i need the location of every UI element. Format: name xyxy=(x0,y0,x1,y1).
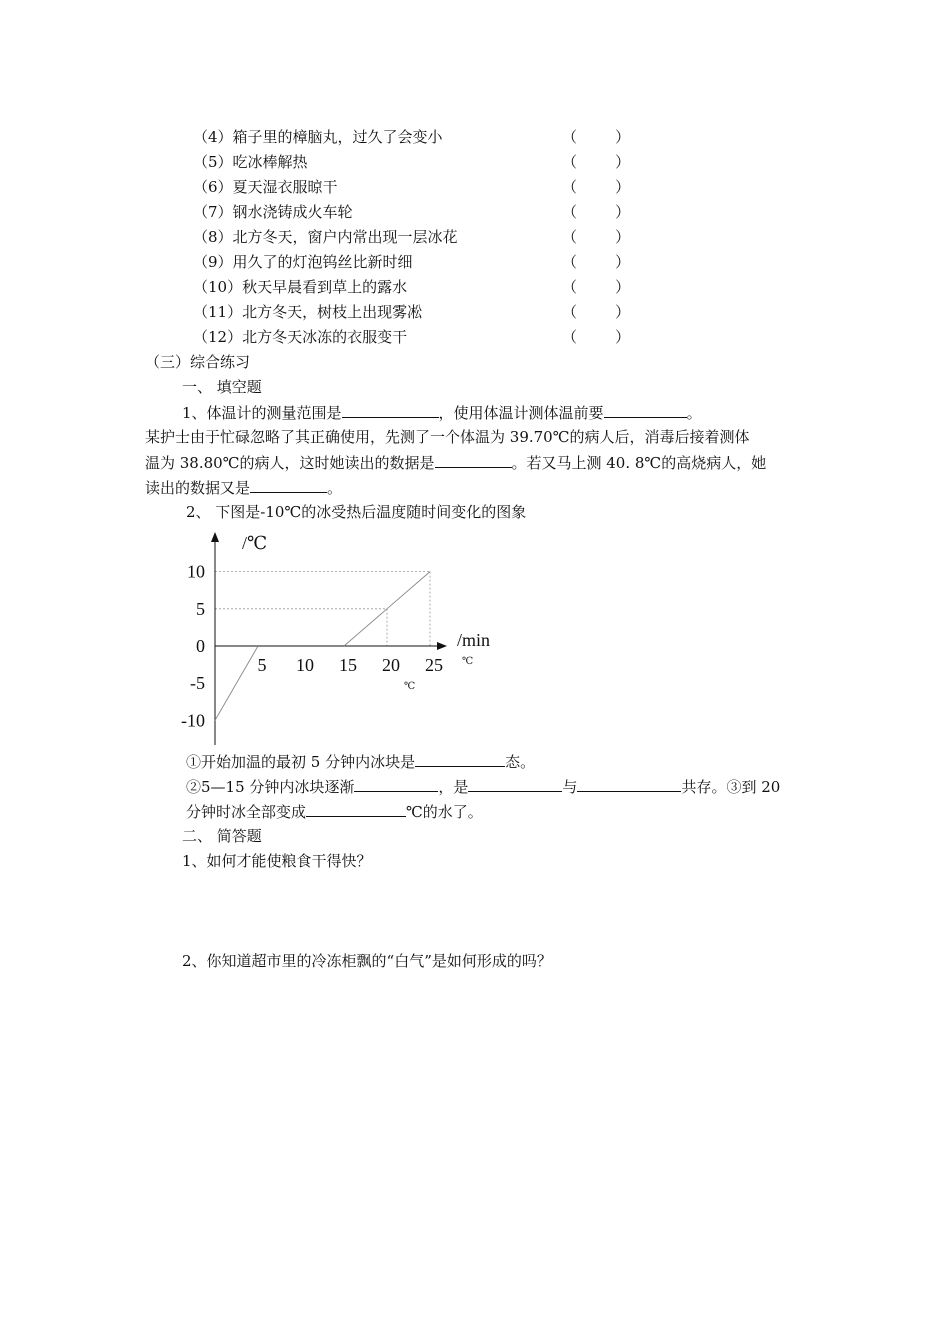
list-item: （11）北方冬天，树枝上出现雾凇 xyxy=(193,303,423,321)
question-1-text: 读出的数据又是 xyxy=(145,479,251,497)
question-1-text: 1、体温计的测量范围是 xyxy=(182,404,342,422)
answer-parentheses: （ ） xyxy=(562,253,631,271)
list-item: （4）箱子里的樟脑丸，过久了会变小 xyxy=(193,128,443,146)
x-tick-label: 20 xyxy=(382,655,400,675)
question-1-text: 。 xyxy=(327,479,343,497)
answer-parentheses: （ ） xyxy=(562,178,631,196)
question-2b-text: ②5—15 分钟内冰块逐渐 xyxy=(186,778,355,796)
question-1-text: 。若又马上测 40. 8℃的高烧病人，她 xyxy=(511,454,767,472)
question-2b-text: 共存。③到 20 xyxy=(681,778,781,796)
question-2c xyxy=(186,801,483,822)
answer-parentheses: （ ） xyxy=(562,328,631,346)
answer-blank[interactable] xyxy=(354,776,438,792)
question-2b-text: ，是 xyxy=(438,778,469,796)
question-2c-text: ℃的水了。 xyxy=(406,803,483,821)
x-axis-arrow-icon xyxy=(437,642,447,650)
y-axis-label: /℃ xyxy=(242,533,268,553)
y-axis-arrow-icon xyxy=(211,532,219,542)
question-1-text: ，使用体温计测体温前要 xyxy=(438,404,604,422)
short-question-2: 2、你知道超市里的冷冻柜飘的“白气”是如何形成的吗？ xyxy=(182,952,552,970)
x-axis-label: /min xyxy=(457,630,491,650)
answer-blank[interactable] xyxy=(435,452,512,468)
chart-guides xyxy=(215,572,430,646)
y-tick-label: 10 xyxy=(187,561,205,582)
question-2-intro: 2、 下图是-10℃的冰受热后温度随时间变化的图象 xyxy=(186,503,527,521)
question-2a xyxy=(186,751,535,772)
x-tick-labels xyxy=(258,655,444,675)
list-item: （7）钢水浇铸成火车轮 xyxy=(193,203,353,221)
short-question-1: 1、如何才能使粮食干得快？ xyxy=(182,852,372,870)
question-1-line-1 xyxy=(182,402,702,423)
answer-blank[interactable] xyxy=(604,402,687,418)
x-axis-unit-note: ℃ xyxy=(462,656,474,667)
answer-blank[interactable] xyxy=(577,776,681,792)
list-item: （10）秋天早晨看到草上的露水 xyxy=(193,278,408,296)
series-segment xyxy=(387,572,430,609)
series-segment xyxy=(215,646,258,720)
question-1-line-3 xyxy=(145,452,766,473)
question-2b-text: 与 xyxy=(562,778,578,796)
answer-blank[interactable] xyxy=(342,402,439,418)
question-2c-text: 分钟时冰全部变成 xyxy=(186,803,307,821)
section-title: （三）综合练习 xyxy=(145,353,251,371)
x-tick-label: 15 xyxy=(339,655,357,675)
y-tick-labels xyxy=(181,562,205,731)
question-1-line-4 xyxy=(145,477,342,498)
list-item: （9）用久了的灯泡钨丝比新时细 xyxy=(193,253,413,271)
answer-blank[interactable] xyxy=(306,801,406,817)
fill-in-heading: 一、 填空题 xyxy=(182,378,262,396)
answer-parentheses: （ ） xyxy=(562,203,631,221)
answer-parentheses: （ ） xyxy=(562,303,631,321)
x-tick-label: 10 xyxy=(296,655,314,675)
question-2b xyxy=(186,776,780,797)
answer-blank[interactable] xyxy=(250,477,327,493)
question-1-text: 温为 38.80℃的病人，这时她读出的数据是 xyxy=(145,454,435,472)
question-1-line-2: 某护士由于忙碌忽略了其正确使用，先测了一个体温为 39.70℃的病人后，消毒后接着测体 xyxy=(145,428,750,446)
y-tick-label: -10 xyxy=(181,710,205,731)
series-segment xyxy=(344,609,387,646)
list-item: （6）夏天湿衣服晾干 xyxy=(193,178,338,196)
list-item: （8）北方冬天，窗户内常出现一层冰花 xyxy=(193,228,458,246)
y-tick-label: 5 xyxy=(196,598,205,619)
answer-blank[interactable] xyxy=(415,751,505,767)
answer-blank[interactable] xyxy=(468,776,562,792)
question-2a-text: 态。 xyxy=(505,753,536,771)
answer-parentheses: （ ） xyxy=(562,128,631,146)
answer-parentheses: （ ） xyxy=(562,153,631,171)
x-tick-label: 25 xyxy=(425,655,443,675)
x-tick-note: ℃ xyxy=(404,681,416,692)
list-item: （5）吃冰棒解热 xyxy=(193,153,308,171)
x-tick-label: 5 xyxy=(257,655,267,675)
temperature-time-chart xyxy=(170,525,510,750)
answer-parentheses: （ ） xyxy=(562,278,631,296)
question-1-text: 。 xyxy=(686,404,702,422)
y-tick-label: 0 xyxy=(196,636,205,656)
answer-parentheses: （ ） xyxy=(562,228,631,246)
list-item: （12）北方冬天冰冻的衣服变干 xyxy=(193,328,408,346)
short-answer-heading: 二、 简答题 xyxy=(182,827,262,845)
y-tick-label: -5 xyxy=(190,673,205,694)
question-2a-text: ①开始加温的最初 5 分钟内冰块是 xyxy=(186,753,416,771)
